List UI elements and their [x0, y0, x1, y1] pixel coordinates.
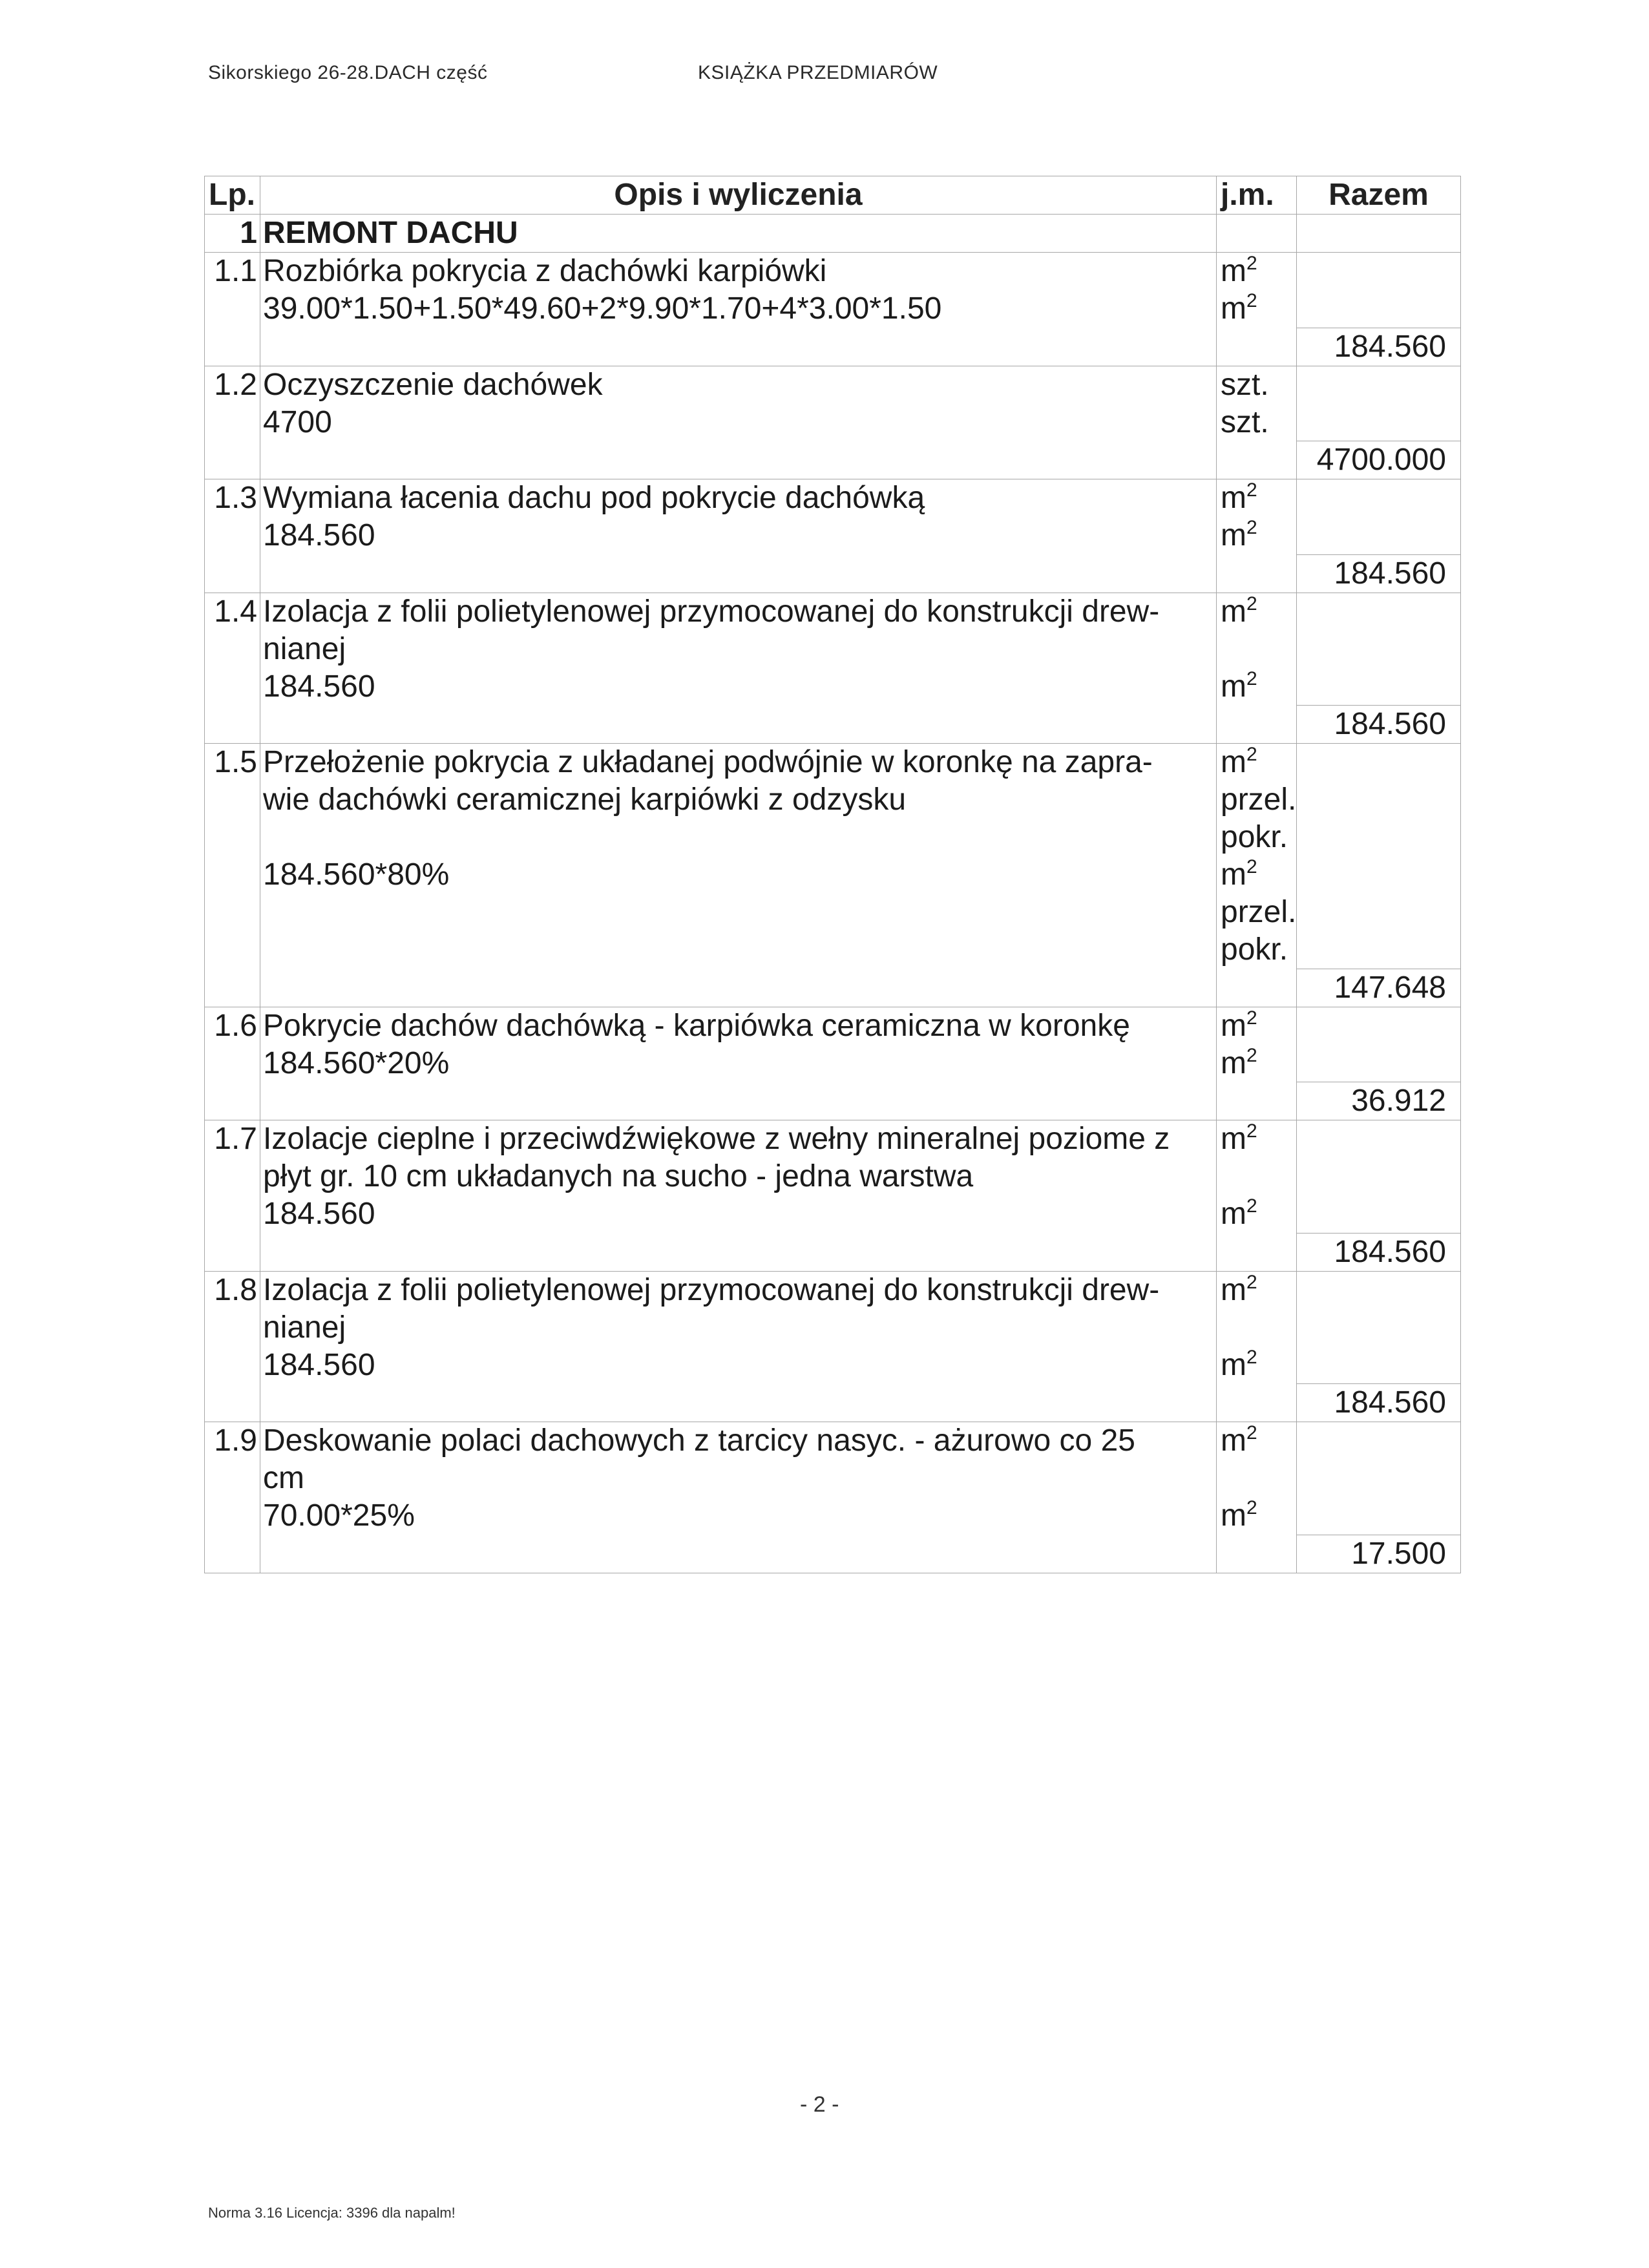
unit-text: m	[1221, 1423, 1246, 1458]
description-line: Przełożenie pokrycia z układanej podwójnie w koronkę na zapra-	[263, 745, 1153, 779]
sum-desc-cell	[260, 1384, 1217, 1422]
item-unit	[1217, 744, 1297, 969]
unit-superscript: 2	[1246, 253, 1257, 274]
item-description	[260, 1007, 1217, 1082]
description-line: Pokrycie dachów dachówką - karpiówka ceramiczna w koronkę	[263, 1008, 1130, 1043]
sum-desc-cell	[260, 706, 1217, 744]
table-row	[205, 366, 1461, 441]
unit-superscript: 2	[1246, 479, 1257, 501]
unit-line	[1221, 744, 1292, 781]
total-row	[205, 554, 1461, 593]
item-number: 1.5	[205, 744, 260, 969]
description-line: Izolacja z folii polietylenowej przymocowanej do konstrukcji drew-	[263, 1272, 1160, 1307]
table-row	[205, 1271, 1461, 1384]
table-row	[205, 1007, 1461, 1082]
header-project-title: Sikorskiego 26-28.DACH część	[208, 62, 488, 83]
unit-line	[1221, 894, 1297, 931]
sum-lp-cell	[205, 1535, 260, 1573]
unit-text: m	[1221, 669, 1246, 704]
item-number: 1.1	[205, 253, 260, 328]
description-line: 184.560*20%	[263, 1045, 450, 1080]
section-total-cell	[1297, 215, 1461, 253]
unit-text: m	[1221, 481, 1246, 515]
unit-text: m	[1221, 1045, 1246, 1080]
description-line: 184.560	[263, 518, 375, 552]
description-line: Izolacja z folii polietylenowej przymocowanej do konstrukcji drew-	[263, 594, 1160, 629]
description-line: Deskowanie polaci dachowych z tarcicy nasyc. - ażurowo co 25	[263, 1423, 1135, 1458]
table-row	[205, 744, 1461, 969]
item-description	[260, 366, 1217, 441]
sum-lp-cell	[205, 1233, 260, 1271]
sum-lp-cell	[205, 328, 260, 366]
unit-text: m	[1221, 1347, 1246, 1382]
column-header-description: Opis i wyliczenia	[260, 176, 1217, 215]
unit-text: m	[1221, 857, 1246, 892]
unit-superscript: 2	[1246, 593, 1257, 614]
sum-unit-cell	[1217, 706, 1297, 744]
unit-text: m	[1221, 1272, 1246, 1307]
item-number: 1.3	[205, 479, 260, 555]
description-line: 184.560	[263, 669, 375, 704]
description-line: Rozbiórka pokrycia z dachówki karpiówki	[263, 254, 827, 288]
unit-text: m	[1221, 1122, 1246, 1156]
item-description	[260, 1271, 1217, 1384]
unit-superscript: 2	[1246, 290, 1257, 311]
description-line: płyt gr. 10 cm układanych na sucho - jedna warstwa	[263, 1159, 974, 1193]
sum-unit-cell	[1217, 1535, 1297, 1573]
section-unit-cell	[1217, 215, 1297, 253]
unit-superscript: 2	[1246, 1044, 1257, 1066]
unit-line	[1221, 781, 1297, 819]
sum-lp-cell	[205, 969, 260, 1007]
table-row	[205, 479, 1461, 555]
item-description	[260, 1422, 1217, 1535]
sum-lp-cell	[205, 706, 260, 744]
unit-line	[1221, 366, 1292, 404]
item-unit	[1217, 1007, 1297, 1082]
unit-superscript: 2	[1246, 744, 1257, 765]
unit-line	[1221, 479, 1292, 517]
unit-text: m	[1221, 1008, 1246, 1043]
unit-text: m	[1221, 518, 1246, 552]
item-total-spacer	[1297, 593, 1461, 706]
description-line: Wymiana łacenia dachu pod pokrycie dachówką	[263, 481, 925, 515]
total-row	[205, 1233, 1461, 1271]
unit-text: m	[1221, 254, 1246, 288]
table-row	[205, 253, 1461, 328]
sum-desc-cell	[260, 1233, 1217, 1271]
column-header-unit: j.m.	[1217, 176, 1297, 215]
unit-line	[1221, 517, 1292, 554]
item-description	[260, 744, 1217, 969]
item-total: 184.560	[1297, 328, 1461, 366]
item-total: 4700.000	[1297, 441, 1461, 479]
item-total-spacer	[1297, 744, 1461, 969]
unit-superscript: 2	[1246, 1195, 1257, 1217]
sum-desc-cell	[260, 1535, 1217, 1573]
unit-line	[1221, 631, 1292, 668]
unit-text: m	[1221, 291, 1246, 326]
item-total: 147.648	[1297, 969, 1461, 1007]
item-unit	[1217, 1120, 1297, 1234]
item-unit	[1217, 1271, 1297, 1384]
total-row	[205, 969, 1461, 1007]
unit-line	[1221, 1045, 1292, 1082]
item-unit	[1217, 479, 1297, 555]
unit-line	[1221, 253, 1292, 290]
total-row	[205, 1535, 1461, 1573]
description-line: 184.560	[263, 1197, 375, 1231]
unit-line	[1221, 290, 1292, 328]
sum-unit-cell	[1217, 1384, 1297, 1422]
description-line	[263, 931, 1212, 969]
item-total: 36.912	[1297, 1082, 1461, 1120]
sum-lp-cell	[205, 1384, 260, 1422]
item-unit	[1217, 1422, 1297, 1535]
sum-unit-cell	[1217, 1082, 1297, 1120]
total-row	[205, 328, 1461, 366]
unit-text: pokr.	[1221, 820, 1288, 854]
unit-line	[1221, 404, 1292, 441]
unit-line	[1221, 1309, 1292, 1347]
item-unit	[1217, 366, 1297, 441]
unit-line	[1221, 1460, 1292, 1497]
unit-text: m	[1221, 1197, 1246, 1231]
item-total-spacer	[1297, 1007, 1461, 1082]
unit-text: m	[1221, 594, 1246, 629]
item-total-spacer	[1297, 1120, 1461, 1234]
total-row	[205, 1384, 1461, 1422]
description-line: cm	[263, 1461, 304, 1495]
sum-desc-cell	[260, 328, 1217, 366]
description-line: nianej	[263, 631, 346, 666]
unit-superscript: 2	[1246, 1422, 1257, 1444]
unit-line	[1221, 1497, 1292, 1535]
unit-superscript: 2	[1246, 1346, 1257, 1368]
unit-text: m	[1221, 745, 1246, 779]
item-total: 184.560	[1297, 554, 1461, 593]
description-line: 184.560	[263, 1347, 375, 1382]
sum-lp-cell	[205, 441, 260, 479]
description-line: Izolacje cieplne i przeciwdźwiękowe z wełny mineralnej poziome z	[263, 1122, 1170, 1156]
bill-of-quantities-table	[204, 176, 1460, 1573]
description-line	[263, 894, 1212, 931]
item-description	[260, 253, 1217, 328]
unit-text: m	[1221, 1498, 1246, 1533]
item-total-spacer	[1297, 253, 1461, 328]
item-number: 1.8	[205, 1271, 260, 1384]
unit-line	[1221, 668, 1292, 706]
table-header-row	[205, 176, 1461, 215]
unit-line	[1221, 1195, 1292, 1233]
unit-text: przel.	[1221, 895, 1297, 929]
unit-superscript: 2	[1246, 1271, 1257, 1293]
item-unit	[1217, 253, 1297, 328]
total-row	[205, 706, 1461, 744]
sum-unit-cell	[1217, 554, 1297, 593]
section-number: 1	[205, 215, 260, 253]
unit-text: szt.	[1221, 367, 1269, 402]
item-description	[260, 593, 1217, 706]
total-row	[205, 1082, 1461, 1120]
unit-line	[1221, 1347, 1292, 1384]
item-total: 184.560	[1297, 1233, 1461, 1271]
sum-desc-cell	[260, 1082, 1217, 1120]
item-number: 1.2	[205, 366, 260, 441]
page-number: - 2 -	[800, 2092, 839, 2117]
header-document-title: KSIĄŻKA PRZEDMIARÓW	[698, 62, 938, 83]
description-line: 39.00*1.50+1.50*49.60+2*9.90*1.70+4*3.00*1.50	[263, 291, 942, 326]
description-line: 4700	[263, 404, 332, 439]
footer-license-note: Norma 3.16 Licencja: 3396 dla napalm!	[208, 2205, 456, 2221]
table-row	[205, 593, 1461, 706]
sum-unit-cell	[1217, 1233, 1297, 1271]
item-description	[260, 1120, 1217, 1234]
sum-desc-cell	[260, 554, 1217, 593]
unit-line	[1221, 1158, 1292, 1195]
unit-line	[1221, 819, 1292, 856]
item-total: 184.560	[1297, 706, 1461, 744]
unit-line	[1221, 593, 1292, 631]
item-description	[260, 479, 1217, 555]
item-number: 1.9	[205, 1422, 260, 1535]
sum-unit-cell	[1217, 328, 1297, 366]
unit-line	[1221, 1422, 1292, 1460]
sum-unit-cell	[1217, 969, 1297, 1007]
sum-desc-cell	[260, 969, 1217, 1007]
item-number: 1.4	[205, 593, 260, 706]
unit-superscript: 2	[1246, 1120, 1257, 1142]
unit-line	[1221, 1120, 1292, 1158]
table-row	[205, 1422, 1461, 1535]
item-number: 1.6	[205, 1007, 260, 1082]
sum-desc-cell	[260, 441, 1217, 479]
unit-superscript: 2	[1246, 1497, 1257, 1518]
description-line: nianej	[263, 1310, 346, 1345]
description-line: Oczyszczenie dachówek	[263, 367, 603, 402]
unit-line	[1221, 1007, 1292, 1045]
description-line: wie dachówki ceramicznej karpiówki z odzysku	[263, 782, 907, 817]
sum-unit-cell	[1217, 441, 1297, 479]
unit-text: szt.	[1221, 404, 1269, 439]
unit-superscript: 2	[1246, 856, 1257, 877]
unit-line	[1221, 931, 1292, 969]
description-line: 184.560*80%	[263, 857, 450, 892]
table-row	[205, 1120, 1461, 1234]
unit-superscript: 2	[1246, 517, 1257, 538]
section-title: REMONT DACHU	[260, 215, 1217, 253]
item-total-spacer	[1297, 366, 1461, 441]
total-row	[205, 441, 1461, 479]
item-total-spacer	[1297, 479, 1461, 555]
item-total-spacer	[1297, 1422, 1461, 1535]
unit-text: przel.	[1221, 782, 1297, 817]
unit-superscript: 2	[1246, 667, 1257, 689]
item-unit	[1217, 593, 1297, 706]
unit-text: pokr.	[1221, 932, 1288, 967]
item-total: 184.560	[1297, 1384, 1461, 1422]
item-total-spacer	[1297, 1271, 1461, 1384]
unit-line	[1221, 856, 1292, 894]
sum-lp-cell	[205, 1082, 260, 1120]
description-line	[263, 819, 1212, 856]
sum-lp-cell	[205, 554, 260, 593]
item-total: 17.500	[1297, 1535, 1461, 1573]
description-line: 70.00*25%	[263, 1498, 415, 1533]
unit-line	[1221, 1272, 1292, 1309]
section-row	[205, 215, 1461, 253]
column-header-lp: Lp.	[205, 176, 260, 215]
column-header-total: Razem	[1297, 176, 1461, 215]
unit-superscript: 2	[1246, 1007, 1257, 1029]
item-number: 1.7	[205, 1120, 260, 1234]
